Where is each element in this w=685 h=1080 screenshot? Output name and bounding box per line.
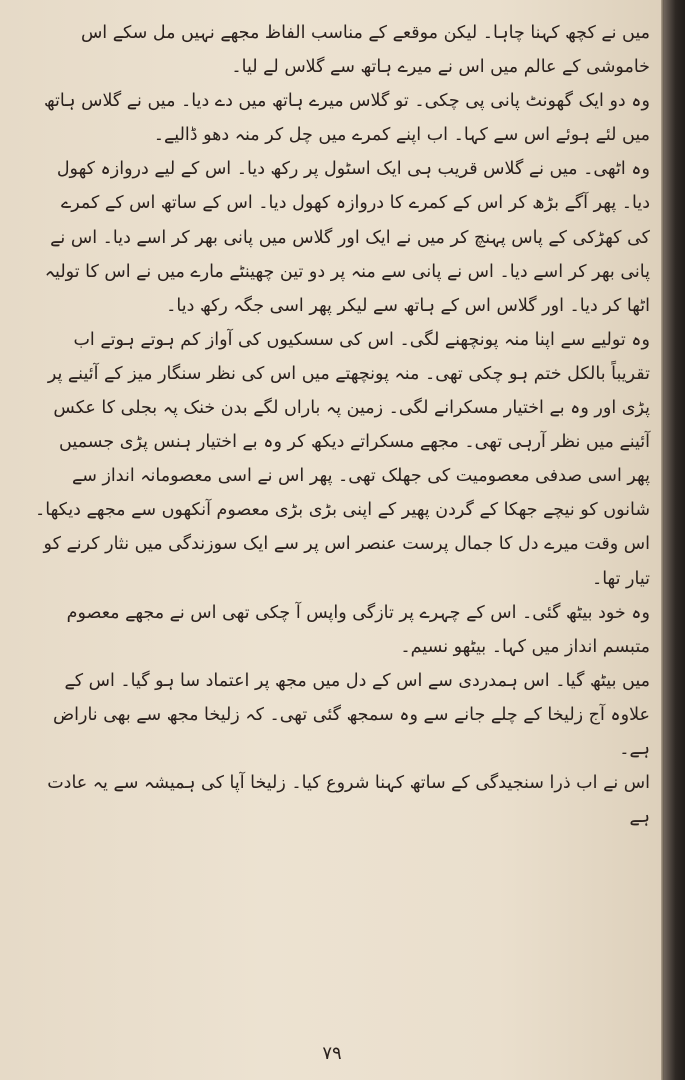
page-text (34, 16, 650, 834)
paragraph-5: وہ خود بیٹھ گئی۔ اس کے چہرے پر تازگی واپس آ چکی تھی اس نے مجھے معصوم متبسم انداز میں کہا۔ بیٹھو نسیم۔ (66, 602, 650, 657)
paragraph-2: وہ دو ایک گھونٹ پانی پی چکی۔ تو گلاس میرے ہاتھ میں دے دیا۔ میں نے گلاس ہاتھ میں لئے ہوئے اس سے کہا۔ اب اپنے کمرے میں چل کر منہ دھو ڈالیے۔ (44, 91, 650, 146)
paragraph-4: وہ تولیے سے اپنا منہ پونچھنے لگی۔ اس کی سسکیوں کی آواز کم ہوتے ہوتے اب تقریباً بالکل ختم ہو چکی تھی۔ منہ پونچھتے میں اس کی نظر سنگار میز کے آئینے پر پڑی اور وہ بے اختیار مسکرانے لگی۔ زمین پہ باراں لگے بدن خنک پہ بجلی کا عکس آئینے میں نظر آرہی تھی۔ مجھے مسکراتے دیکھ کر وہ بے اختیار ہنس پڑی جسمیں پھر اسی صدفی معصومیت کی جھلک تھی۔ پھر اس نے اسی معصومانہ انداز سے شانوں کو نیچے جھکا کے گردن پھیر کے اپنی بڑی بڑی معصوم آنکھوں سے مجھے دیکھا۔ اس وقت میرے دل کا جمال پرست عنصر اس پر سے ایک سوزندگی میں نثار کرنے کو تیار تھا۔ (35, 329, 650, 589)
paragraph-6: میں بیٹھ گیا۔ اس ہمدردی سے اس کے دل میں مجھ پر اعتماد سا ہو گیا۔ اس کے علاوہ آج زلیخا کے چلے جانے سے وہ سمجھ گئی تھی۔ کہ زلیخا مجھ سے بھی ناراض ہے۔ (52, 670, 650, 759)
paragraph-7: اس نے اب ذرا سنجیدگی کے ساتھ کہنا شروع کیا۔ زلیخا آپا کی ہمیشہ سے یہ عادت ہے (47, 773, 650, 828)
book-binding-shadow (664, 0, 685, 1080)
page-number: ۷۹ (322, 1043, 342, 1064)
paragraph-1: میں نے کچھ کہنا چاہا۔ لیکن موقعے کے مناسب الفاظ مجھے نہیں مل سکے اس خاموشی کے عالم میں اس نے میرے ہاتھ سے گلاس لے لیا۔ (80, 23, 650, 78)
paragraph-3: وہ اٹھی۔ میں نے گلاس قریب ہی ایک اسٹول پر رکھ دیا۔ اس کے لیے دروازہ کھول دیا۔ پھر آگے بڑھ کر اس کے کمرے کا دروازہ کھول دیا۔ اس کے ساتھ اس کے کمرے کی کھڑکی کے پاس پہنچ کر میں نے ایک اور گلاس میں پانی بھر کر اسے دیا۔ اس نے پانی بھر کر اسے دیا۔ اس نے پانی سے منہ پر دو تین چھینٹے مارے میں نے اس کا تولیہ اٹھا کر دیا۔ اور گلاس اس کے ہاتھ سے لیکر پھر اسی جگہ رکھ دیا۔ (44, 159, 650, 316)
